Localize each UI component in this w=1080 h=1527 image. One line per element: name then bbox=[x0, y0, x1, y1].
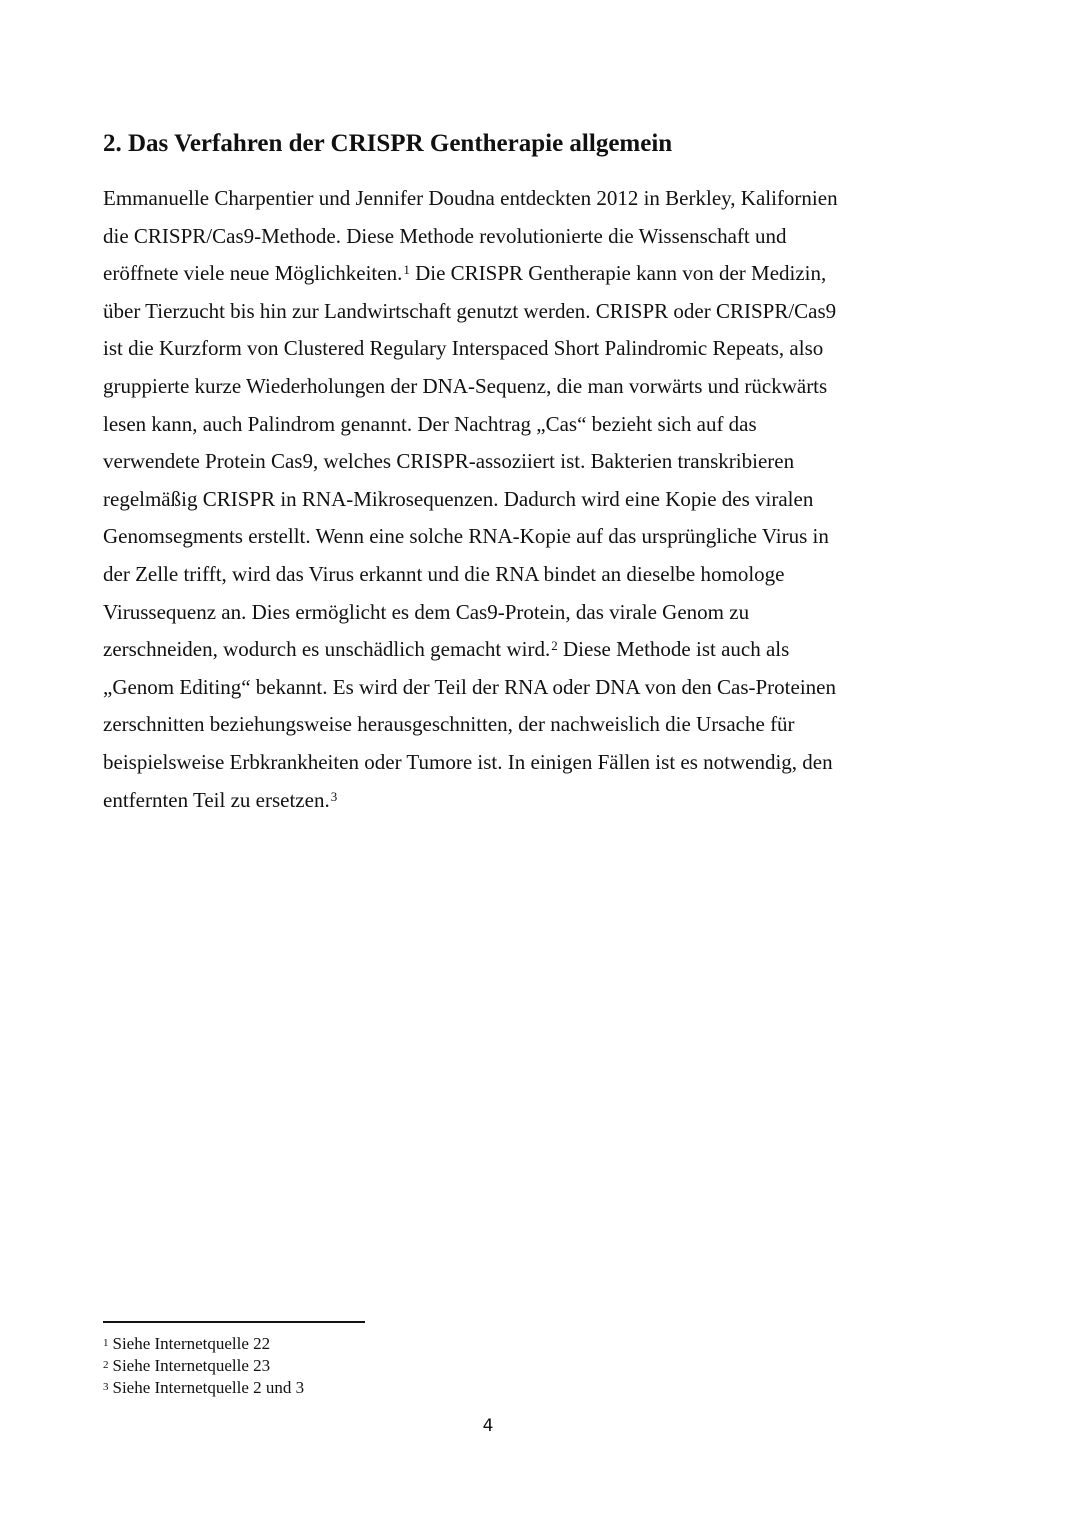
footnote-item bbox=[103, 1355, 304, 1377]
body-paragraph bbox=[103, 180, 903, 819]
footnote-number: 1 bbox=[103, 1337, 109, 1349]
paragraph-line: verwendete Protein Cas9, welches CRISPR-assoziiert ist. Bakterien transkribieren bbox=[103, 449, 795, 474]
paragraph-line: der Zelle trifft, wird das Virus erkannt und die RNA bindet an dieselbe homologe bbox=[103, 561, 785, 586]
footnote-reference[interactable]: 2 bbox=[551, 638, 558, 654]
paragraph-line: Emmanuelle Charpentier und Jennifer Doudna entdeckten 2012 in Berkley, Kalifornien bbox=[103, 186, 838, 210]
paragraph-line: lesen kann, auch Palindrom genannt. Der Nachtrag „Cas“ bezieht sich auf das bbox=[103, 411, 757, 436]
paragraph-line: Genomsegments erstellt. Wenn eine solche RNA-Kopie auf das ursprüngliche Virus in bbox=[103, 524, 829, 549]
page-number: 4 bbox=[482, 1416, 494, 1436]
section-heading: 2. Das Verfahren der CRISPR Gentherapie allgemein bbox=[103, 130, 673, 157]
paragraph-line: die CRISPR/Cas9-Methode. Diese Methode revolutionierte die Wissenschaft und bbox=[103, 223, 787, 248]
footnote-text: Siehe Internetquelle 23 bbox=[112, 1356, 271, 1375]
footnote-reference[interactable]: 3 bbox=[330, 788, 338, 804]
paragraph-line: ist die Kurzform von Clustered Regulary Interspaced Short Palindromic Repeats, also bbox=[103, 336, 824, 361]
paragraph-line: zerschnitten beziehungsweise herausgeschnitten, der nachweislich die Ursache für bbox=[103, 712, 795, 737]
footnote-number: 2 bbox=[103, 1359, 109, 1371]
paragraph-line: regelmäßig CRISPR in RNA-Mikrosequenzen. Dadurch wird eine Kopie des viralen bbox=[103, 486, 814, 511]
paragraph-line: über Tierzucht bis hin zur Landwirtschaft genutzt werden. CRISPR oder CRISPR/Cas9 bbox=[103, 298, 837, 323]
paragraph-line: beispielsweise Erbkrankheiten oder Tumore ist. In einigen Fällen ist es notwendig, den bbox=[103, 749, 833, 774]
footnote-number: 3 bbox=[103, 1381, 109, 1393]
footnote-reference[interactable]: 1 bbox=[403, 262, 410, 278]
footnote-separator bbox=[103, 1321, 365, 1323]
paragraph-line: entfernten Teil zu ersetzen.$^3$ bbox=[103, 787, 338, 812]
footnote-item bbox=[103, 1377, 304, 1399]
paragraph-line: „Genom Editing“ bekannt. Es wird der Teil der RNA oder DNA von den Cas-Proteinen bbox=[103, 674, 836, 699]
footnote-item bbox=[103, 1333, 304, 1355]
footnote-text: Siehe Internetquelle 2 und 3 bbox=[112, 1378, 305, 1397]
paragraph-line: eröffnete viele neue Möglichkeiten.$^1$ Die CRISPR Gentherapie kann von der Medizin, bbox=[103, 261, 827, 286]
paragraph-line: Virussequenz an. Dies ermöglicht es dem Cas9-Protein, das virale Genom zu bbox=[103, 599, 750, 624]
paragraph-line: gruppierte kurze Wiederholungen der DNA-Sequenz, die man vorwärts und rückwärts bbox=[103, 373, 828, 398]
footnotes-list bbox=[103, 1333, 304, 1399]
paragraph-line: zerschneiden, wodurch es unschädlich gemacht wird.$^2$ Diese Methode ist auch als bbox=[103, 637, 790, 662]
footnote-text: Siehe Internetquelle 22 bbox=[112, 1334, 271, 1353]
